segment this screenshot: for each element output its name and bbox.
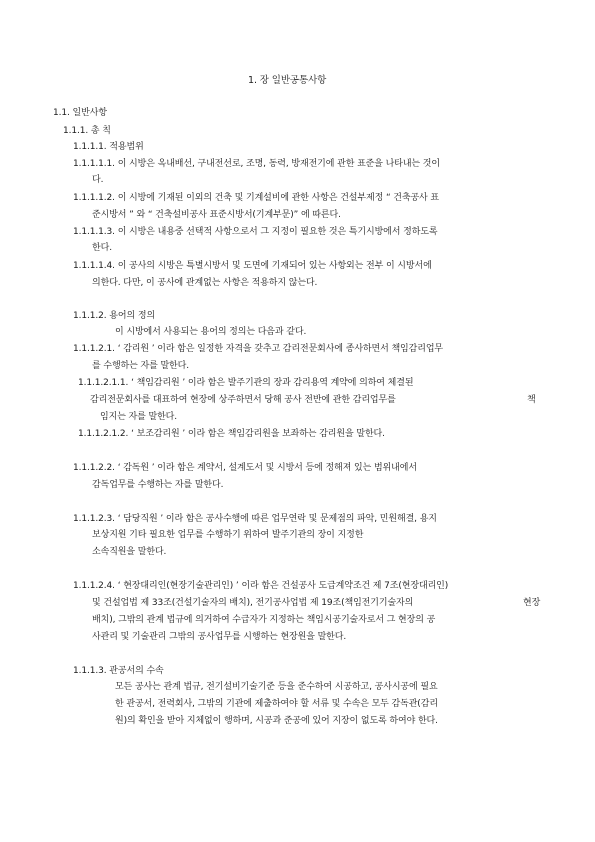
section-heading: 1.1. 일반사항: [53, 108, 107, 118]
paragraph-line: 한다.: [92, 243, 112, 253]
subsubsection-heading: 1.1.1.2. 용어의 정의: [73, 311, 156, 321]
paragraph-line: 를 수행하는 자를 말한다.: [92, 361, 189, 371]
paragraph-line: 보상지원 기타 필요한 업무를 수행하기 위하여 발주기관의 장이 지정한: [92, 530, 364, 540]
paragraph-line: 소속직원을 말한다.: [92, 547, 167, 557]
paragraph-line: 1.1.1.2.1.2. ‘ 보조감리원 ’ 이라 함은 책임감리원을 보좌하는 감리원을 말한다.: [78, 429, 385, 439]
paragraph-line: 1.1.1.2.2. ‘ 감독원 ’ 이라 함은 계약서, 설계도서 및 시방서 등에 정해져 있는 범위내에서: [73, 463, 417, 473]
paragraph-line: 한 관공서, 전력회사, 그밖의 기관에 제출하여야 할 서류 및 수속은 모두 감독관(감리: [115, 699, 438, 709]
paragraph-line: 1.1.1.1.1. 이 시방은 옥내배선, 구내전선로, 조명, 동력, 방재전기에 관한 표준을 나타내는 것이: [73, 159, 440, 169]
paragraph-line: 임지는 자를 말한다.: [100, 412, 178, 422]
paragraph-line: 감리전문회사를 대표하여 현장에 상주하면서 당해 공사 전반에 관한 감리업무를: [90, 395, 396, 405]
paragraph-line: 책: [527, 395, 536, 405]
paragraph-line: 및 건설업법 제 33조(건설기술자의 배치), 전기공사업법 제 19조(책임전기기술자의: [92, 598, 414, 608]
paragraph-line: 원)의 확인을 받아 지체없이 행하며, 시공과 준공에 있어 지장이 없도록 하여야 한다.: [115, 716, 438, 726]
paragraph-line: 1.1.1.2.3. ‘ 담당직원 ’ 이라 함은 공사수행에 따른 업무연락 및 문제점의 파악, 민원해결, 용지: [73, 514, 437, 524]
paragraph-line: 현장: [523, 598, 541, 608]
paragraph-line: 1.1.1.2.1.1. ‘ 책임감리원 ’ 이라 함은 발주기관의 장과 감리용역 계약에 의하여 체결된: [78, 378, 414, 388]
paragraph-line: 1.1.1.1.2. 이 시방에 기재된 이외의 건축 및 기계설비에 관한 사항은 건설부제정 “ 건축공사 표: [73, 193, 439, 203]
paragraph-line: 사관리 및 기술관리 그밖의 공사업무를 시행하는 현장원을 말한다.: [92, 632, 347, 642]
paragraph-line: 다.: [92, 175, 104, 185]
paragraph-line: 이 시방에서 사용되는 용어의 정의는 다음과 같다.: [115, 327, 307, 337]
paragraph-line: 감독업무를 수행하는 자를 말한다.: [92, 480, 224, 490]
paragraph-line: 모든 공사는 관계 법규, 전기설비기술기준 등을 준수하여 시공하고, 공사시공에 필요: [115, 682, 438, 692]
paragraph-line: 1.1.1.1.4. 이 공사의 시방은 특별시방서 및 도면에 기재되어 있는 사항외는 전부 이 시방서에: [73, 261, 432, 271]
paragraph-line: 의한다. 다만, 이 공사에 관계없는 사항은 적용하지 않는다.: [92, 278, 318, 288]
subsection-heading: 1.1.1. 총 칙: [63, 126, 111, 136]
subsubsection-heading: 1.1.1.1. 적용범위: [73, 142, 144, 152]
paragraph-line: 1.1.1.2.1. ‘ 감리원 ’ 이라 함은 일정한 자격을 갖추고 감리전문회사에 종사하면서 책임감리업무: [73, 344, 444, 354]
paragraph-line: 1.1.1.2.4. ‘ 현장대리인(현장기술관리인) ’ 이라 함은 건설공사 도급계약조건 제 7조(현장대리인): [73, 581, 449, 591]
paragraph-line: 준시방서 ” 와 “ 건축설비공사 표준시방서(기계부문)” 에 따른다.: [92, 210, 341, 220]
paragraph-line: 1.1.1.1.3. 이 시방은 내용중 선택적 사항으로서 그 지정이 필요한 것은 특기시방에서 정하도록: [73, 227, 438, 237]
paragraph-line: 배치), 그밖의 관계 법규에 의거하여 수급자가 지정하는 책임시공기술자로서 그 현장의 공: [92, 615, 436, 625]
subsubsection-heading: 1.1.1.3. 관공서의 수속: [73, 666, 164, 676]
chapter-title: 1. 장 일반공통사항: [248, 75, 327, 86]
